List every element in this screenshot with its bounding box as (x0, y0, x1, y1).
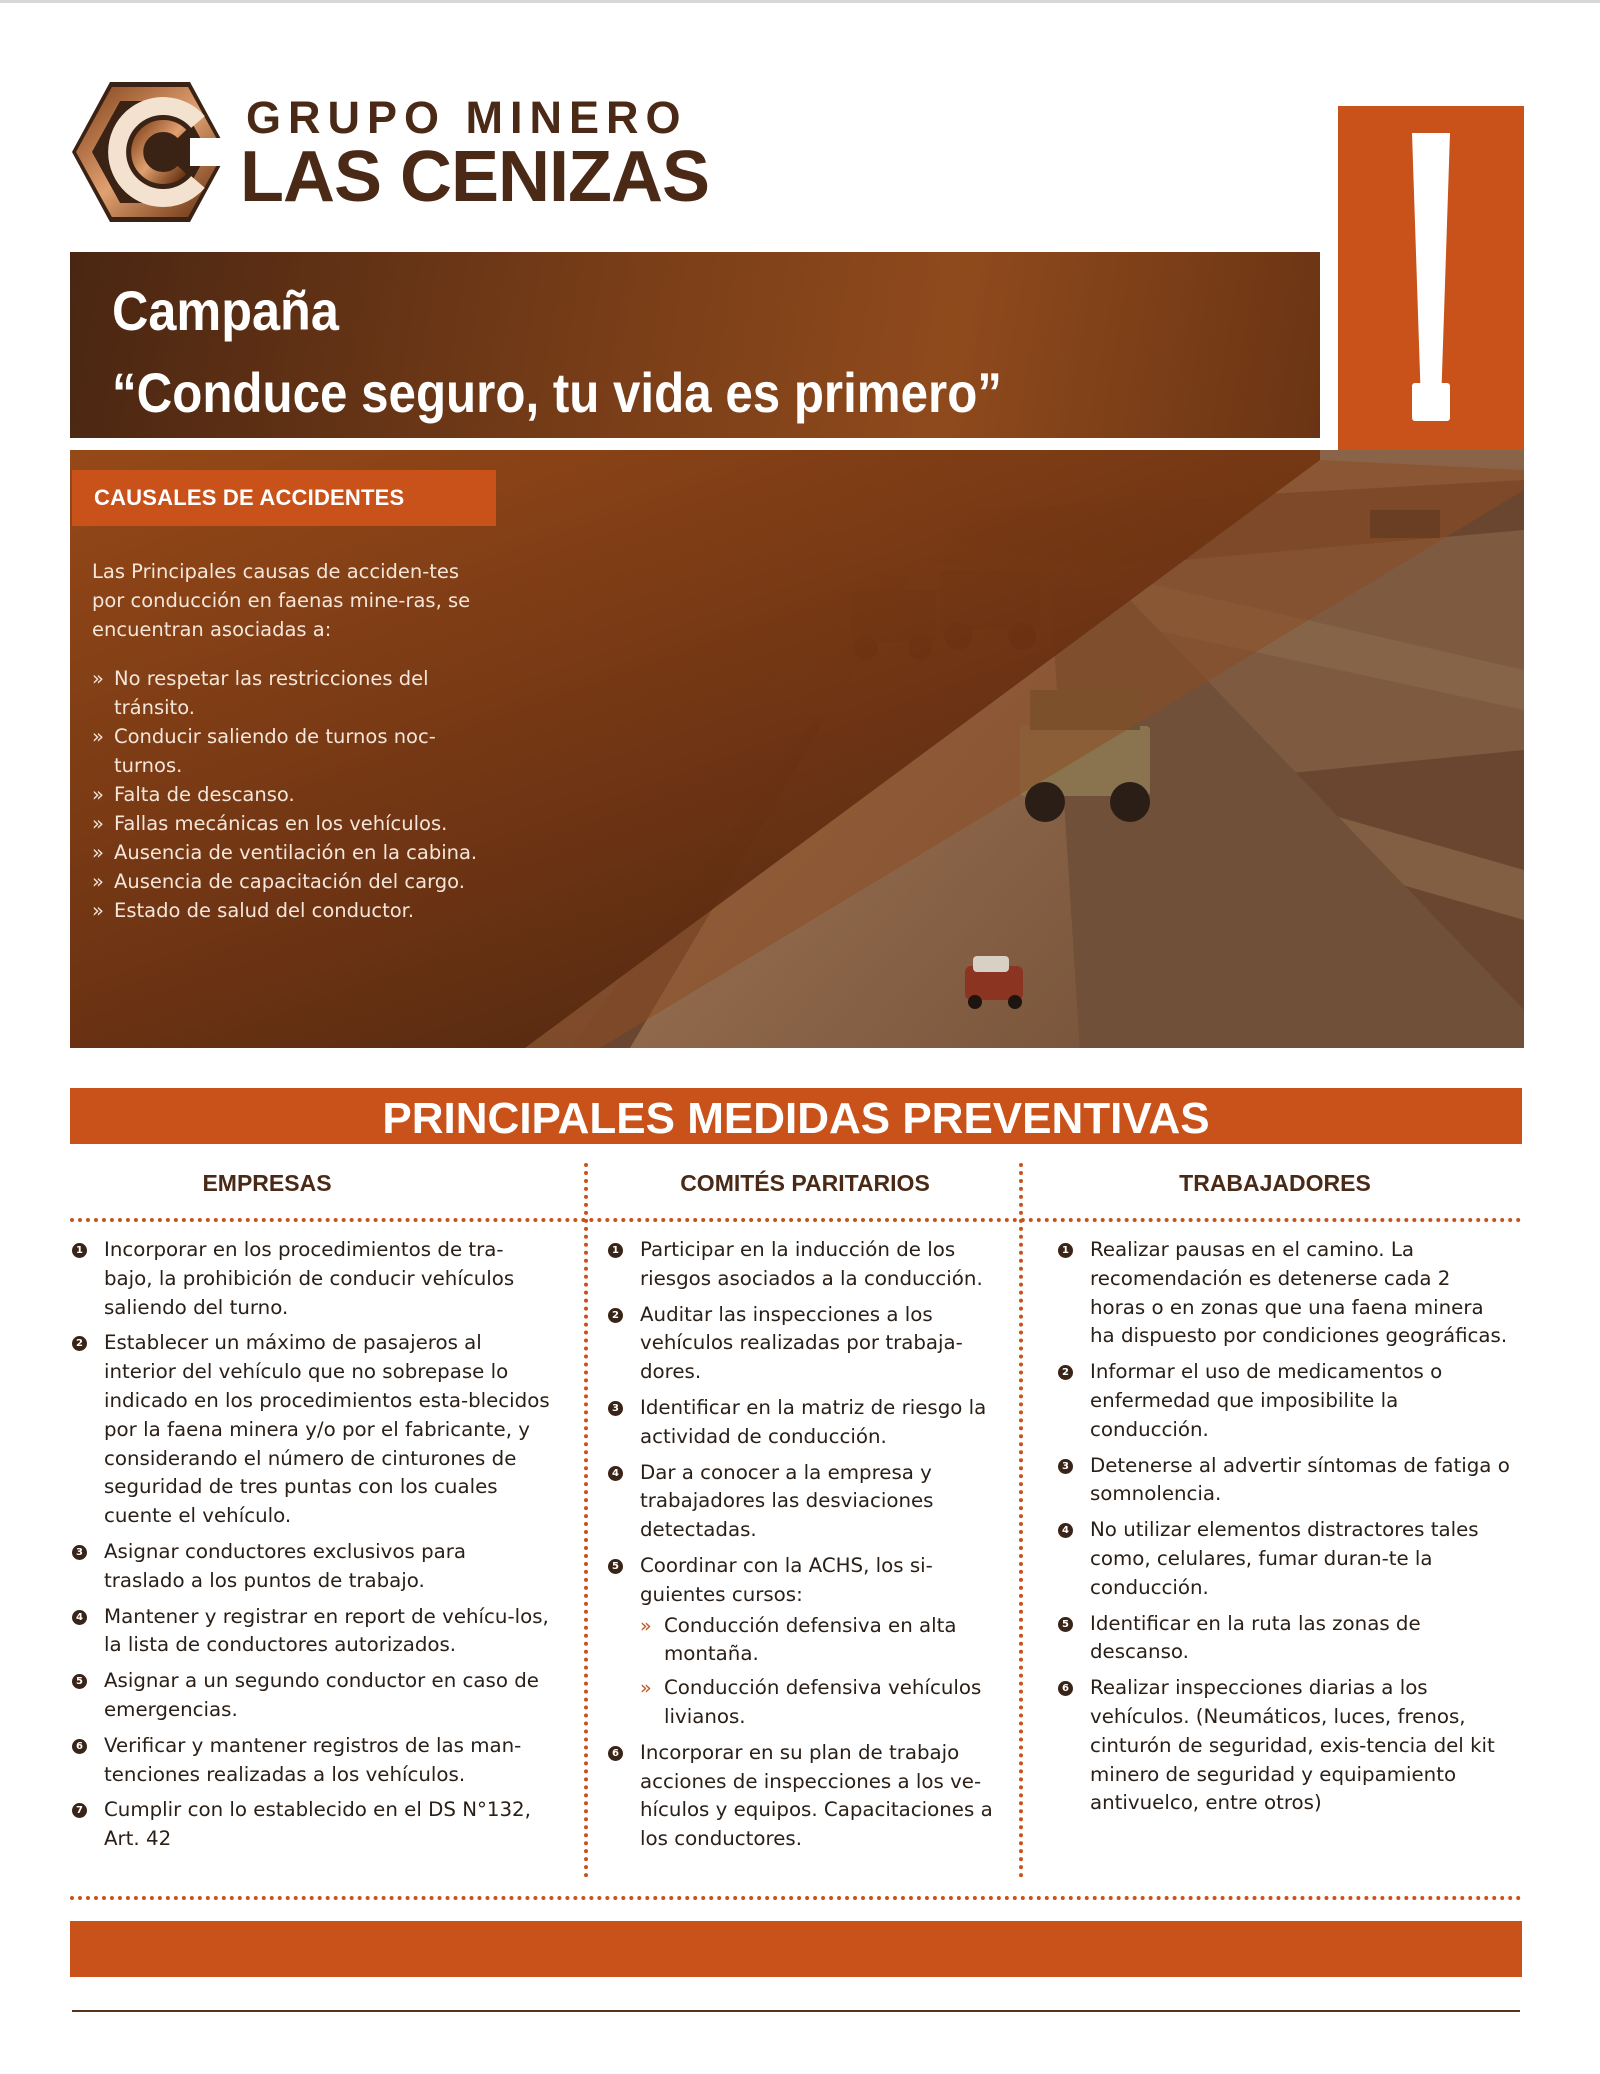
list-item (1058, 1674, 1510, 1818)
number-badge: 4 (608, 1466, 623, 1481)
list-item (92, 722, 492, 780)
cause-text: Ausencia de capacitación del cargo. (114, 870, 465, 893)
courses-list (640, 1612, 1006, 1732)
list-item (92, 896, 492, 925)
number-badge: 2 (1058, 1365, 1073, 1380)
list-item (72, 1329, 550, 1531)
list-item (92, 809, 492, 838)
preventive-title: PRINCIPALES MEDIDAS PREVENTIVAS (382, 1094, 1210, 1143)
list-item (72, 1667, 550, 1725)
list-item (92, 780, 492, 809)
measure-text: Detenerse al advertir síntomas de fatiga o somnolencia. (1090, 1453, 1510, 1506)
causes-label: CAUSALES DE ACCIDENTES (72, 470, 496, 526)
cause-text: No respetar las restricciones del tránsito. (114, 667, 429, 719)
bullet: » (92, 870, 104, 893)
course-item (640, 1612, 1006, 1670)
empresas-list (72, 1236, 550, 1861)
brand-top-text: GRUPO MINERO (246, 92, 688, 143)
trabajadores-list (1058, 1236, 1510, 1825)
number-badge: 1 (72, 1243, 87, 1258)
list-item (92, 838, 492, 867)
number-badge: 5 (608, 1559, 623, 1574)
chevron-icon: » (640, 1614, 652, 1637)
cause-text: Fallas mecánicas en los vehículos. (114, 812, 448, 835)
measure-text: Incorporar en los procedimientos de tra-bajo, la prohibición de conducir vehículos saliendo del turno. (104, 1238, 515, 1319)
measure-text: Participar en la inducción de los riesgos asociados a la conducción. (640, 1238, 983, 1290)
course-text: Conducción defensiva en alta montaña. (664, 1613, 957, 1666)
list-item (608, 1552, 1006, 1732)
bullet: » (92, 899, 104, 922)
measure-text: Incorporar en su plan de trabajo acciones de inspecciones a los ve-hículos y equipos. Capacitaciones a los conductores. (640, 1740, 993, 1851)
causes-intro: Las Principales causas de acciden-tes por conducción en faenas mine-ras, se encuentran asociadas a: (92, 560, 471, 641)
list-item (608, 1236, 1006, 1294)
number-badge: 5 (1058, 1617, 1073, 1632)
footer-band (70, 1921, 1522, 1977)
number-badge: 1 (1058, 1243, 1073, 1258)
measure-text: Informar el uso de medicamentos o enfermedad que imposibilite la conducción. (1090, 1360, 1443, 1441)
campaign-label: Campaña (112, 279, 339, 342)
measure-text: Mantener y registrar en report de vehícu-los, la lista de conductores autorizados. (104, 1604, 549, 1657)
column-heading-comites: COMITÉS PARITARIOS (680, 1170, 930, 1196)
measure-text: Establecer un máximo de pasajeros al interior del vehículo que no sobrepase lo indicado en los procedimientos esta-blecidos por la faena minera y/o por el fabricante, y considerando el número de cinturones de seguridad de tres puntas con los cuales cuente el vehículo. (104, 1331, 550, 1528)
list-item (72, 1538, 550, 1596)
number-badge: 4 (1058, 1523, 1073, 1538)
dotted-divider-col1 (584, 1163, 588, 1878)
measure-text: Identificar en la matriz de riesgo la actividad de conducción. (640, 1395, 987, 1448)
measure-text: Asignar conductores exclusivos para traslado a los puntos de trabajo. (104, 1539, 467, 1592)
cause-text: Falta de descanso. (114, 783, 295, 806)
list-item (1058, 1516, 1510, 1602)
list-item (92, 664, 492, 722)
chevron-icon: » (640, 1677, 652, 1700)
bullet: » (92, 783, 104, 806)
number-badge: 4 (72, 1610, 87, 1625)
dotted-divider-bottom (70, 1896, 1522, 1900)
number-badge: 6 (72, 1739, 87, 1754)
footer-rule (72, 2010, 1520, 2012)
column-heading-empresas: EMPRESAS (202, 1170, 332, 1196)
top-border (0, 0, 1600, 3)
number-badge: 3 (608, 1401, 623, 1416)
list-item (608, 1301, 1006, 1387)
list-item (72, 1732, 550, 1790)
list-item (1058, 1236, 1510, 1351)
number-badge: 2 (608, 1308, 623, 1323)
list-item (608, 1459, 1006, 1545)
cause-text: Ausencia de ventilación en la cabina. (114, 841, 478, 864)
number-badge: 5 (72, 1674, 87, 1689)
bullet: » (92, 667, 104, 690)
number-badge: 6 (1058, 1681, 1073, 1696)
campaign-slogan: “Conduce seguro, tu vida es primero” (112, 361, 1002, 424)
bullet: » (92, 725, 104, 748)
list-item (1058, 1358, 1510, 1444)
measure-text: Cumplir con lo establecido en el DS N°132, Art. 42 (104, 1798, 531, 1851)
list-item (72, 1796, 550, 1854)
brand-main-text: LAS CENIZAS (240, 137, 710, 217)
number-badge: 6 (608, 1746, 623, 1761)
measure-text: Verificar y mantener registros de las man-tenciones realizadas a los vehículos. (104, 1733, 522, 1786)
list-item (72, 1236, 550, 1322)
list-item (72, 1603, 550, 1661)
number-badge: 1 (608, 1243, 623, 1258)
column-heading-trabajadores: TRABAJADORES (1179, 1170, 1371, 1196)
measure-text: Identificar en la ruta las zonas de descanso. (1090, 1611, 1421, 1664)
measure-text: Realizar pausas en el camino. La recomendación es detenerse cada 2 horas o en zonas que una faena minera ha dispuesto por condiciones geográficas. (1090, 1238, 1508, 1348)
measure-text: No utilizar elementos distractores tales como, celulares, fumar duran-te la conducción. (1090, 1518, 1479, 1599)
number-badge: 2 (72, 1336, 87, 1351)
number-badge: 3 (72, 1545, 87, 1560)
measure-text: Dar a conocer a la empresa y trabajadores las desviaciones detectadas. (640, 1460, 934, 1542)
list-item (608, 1739, 1006, 1854)
measure-text: Coordinar con la ACHS, los si-guientes cursos: (640, 1553, 933, 1606)
list-item (608, 1394, 1006, 1452)
measure-text: Asignar a un segundo conductor en caso de emergencias. (104, 1669, 539, 1721)
cc-hexagon-logo-icon (70, 78, 230, 226)
measure-text: Realizar inspecciones diarias a los vehículos. (Neumáticos, luces, frenos, cinturón de seguridad, exis-tencia del kit minero de seguridad y equipamiento antivuelco, entre otros) (1090, 1676, 1495, 1815)
dotted-divider-col2 (1019, 1163, 1023, 1878)
exclamation-dot (1412, 383, 1450, 421)
list-item (92, 867, 492, 896)
dotted-divider-top (70, 1218, 1522, 1222)
measure-text: Auditar las inspecciones a los vehículos realizadas por trabaja-dores. (640, 1302, 963, 1384)
comites-list (608, 1236, 1006, 1861)
list-item (1058, 1610, 1510, 1668)
cause-text: Conducir saliendo de turnos noc-turnos. (114, 725, 436, 777)
number-badge: 7 (72, 1803, 87, 1818)
course-text: Conducción defensiva vehículos livianos. (664, 1676, 982, 1728)
bullet: » (92, 841, 104, 864)
list-item (1058, 1452, 1510, 1510)
number-badge: 3 (1058, 1459, 1073, 1474)
course-item (640, 1674, 1006, 1732)
title-divider (70, 438, 1320, 447)
cause-text: Estado de salud del conductor. (114, 899, 415, 922)
causes-list (92, 664, 492, 925)
bullet: » (92, 812, 104, 835)
